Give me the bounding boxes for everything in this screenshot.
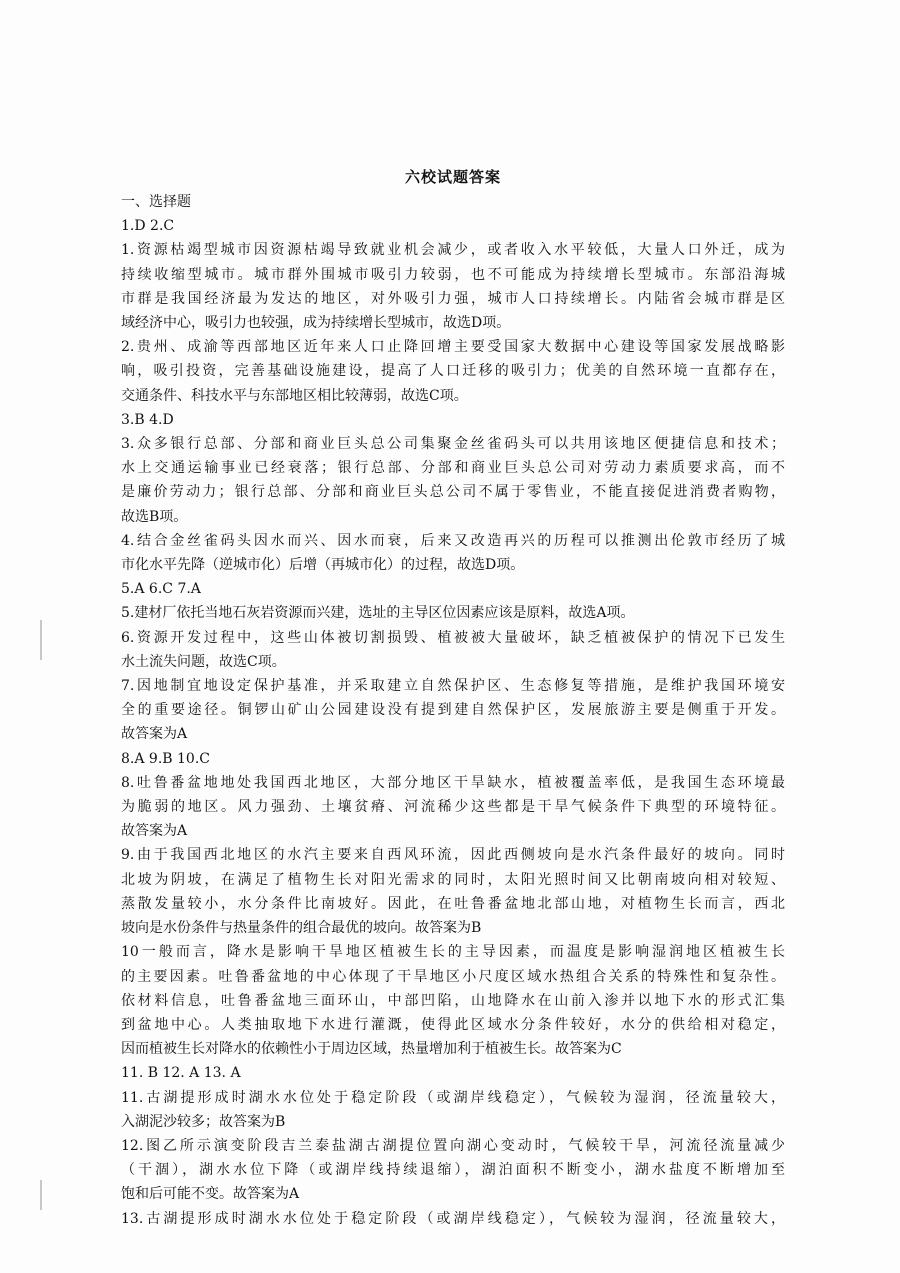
answer-line: 响，吸引投资，完善基础设施建设，提高了人口迁移的吸引力；优美的自然环境一直都存在， [121,363,785,380]
answer-line: 交通条件、科技水平与东部地区相比较薄弱，故选C项。 [121,387,468,404]
answer-line: 坡向是水份条件与热量条件的组合最优的坡向。故答案为B [121,920,482,937]
answer-line: 9.由于我国西北地区的水汽主要来自西风环流，因此西侧坡向是水汽条件最好的坡向。同时 [121,847,785,864]
answer-line: 11.古湖提形成时湖水水位处于稳定阶段（或湖岸线稳定），气候较为湿润，径流量较大， [121,1089,785,1106]
answer-line: 13.古湖提形成时湖水水位处于稳定阶段（或湖岸线稳定），气候较为湿润，径流量较大， [121,1210,785,1227]
answer-line: 水上交通运输事业已经衰落；银行总部、分部和商业巨头总公司对劳动力素质要求高，而不 [121,460,785,477]
answer-line: 全的重要途径。铜锣山矿山公园建设没有提到建自然保护区，发展旅游主要是侧重于开发。 [121,702,785,719]
answer-line: 11. B 12. A 13. A [121,1065,241,1082]
answer-line: 入湖泥沙较多；故答案为B [121,1113,286,1130]
answer-line: 1.资源枯竭型城市因资源枯竭导致就业机会减少，或者收入水平较低，大量人口外迁，成为 [121,242,785,259]
answer-line: 蒸散发量较小，水分条件比南坡好。因此，在吐鲁番盆地北部山地，对植物生长而言，西北 [121,895,785,912]
answer-line: 5.A 6.C 7.A [121,581,201,598]
answer-line: 域经济中心，吸引力也较强，成为持续增长型城市，故选D项。 [121,315,511,332]
answer-line: 2.贵州、成渝等西部地区近年来人口止降回增主要受国家大数据中心建设等国家发展战略影 [121,339,785,356]
answer-line: 8.A 9.B 10.C [121,750,210,767]
answer-line: 市群是我国经济最为发达的地区，对外吸引力强，城市人口持续增长。内陆省会城市群是区 [121,290,785,307]
answer-line: 到盆地中心。人类抽取地下水进行灌溉，使得此区域水分条件较好，水分的供给相对稳定， [121,1016,785,1033]
answer-text-block [121,214,785,1231]
answer-line: 北坡为阴坡，在满足了植物生长对阳光需求的同时，太阳光照时间又比朝南坡向相对较短、 [121,871,785,888]
answer-line: 6.资源开发过程中，这些山体被切割损毁、植被被大量破坏，缺乏植被保护的情况下已发生 [121,629,785,646]
answer-line: 持续收缩型城市。城市群外围城市吸引力较弱，也不可能成为持续增长型城市。东部沿海城 [121,266,785,283]
answer-line: 饱和后可能不变。故答案为A [121,1186,300,1203]
document-title: 六校试题答案 [404,168,501,186]
answer-line: 故答案为A [121,823,188,840]
answer-line: 因而植被生长对降水的依赖性小于周边区域，热量增加利于植被生长。故答案为C [121,1041,622,1058]
answer-line: 故选B项。 [121,508,188,525]
answer-line: （干涸），湖水水位下降（或湖岸线持续退缩），湖泊面积不断变小，湖水盐度不断增加至 [121,1162,785,1179]
answer-line: 10一般而言，降水是影响干旱地区植被生长的主导因素，而温度是影响湿润地区植被生长 [121,944,785,961]
answer-line: 5.建材厂依托当地石灰岩资源而兴建，选址的主导区位因素应该是原料，故选A项。 [121,605,635,622]
answer-line: 12.图乙所示演变阶段吉兰泰盐湖古湖提位置向湖心变动时，气候较干旱，河流径流量减少 [121,1137,785,1154]
answer-line: 1.D 2.C [121,218,175,235]
answer-line: 3.众多银行总部、分部和商业巨头总公司集聚金丝雀码头可以共用该地区便捷信息和技术； [121,436,785,453]
answer-line: 4.结合金丝雀码头因水而兴、因水而衰，后来又改造再兴的历程可以推测出伦敦市经历了城 [121,532,785,549]
answer-line: 市化水平先降（逆城市化）后增（再城市化）的过程，故选D项。 [121,557,525,574]
answer-line: 为脆弱的地区。风力强劲、土壤贫瘠、河流稀少这些都是干旱气候条件下典型的环境特征。 [121,799,785,816]
scan-edge-mark [40,620,42,660]
answer-line: 的主要因素。吐鲁番盆地的中心体现了干旱地区小尺度区域水热组合关系的特殊性和复杂性。 [121,968,785,985]
document-content [121,164,785,1231]
answer-line: 水土流失问题，故选C项。 [121,653,286,670]
answer-line: 7.因地制宜地设定保护基准，并采取建立自然保护区、生态修复等措施，是维护我国环境安 [121,678,785,695]
answer-line: 故答案为A [121,726,188,743]
answer-line: 3.B 4.D [121,411,174,428]
answer-line: 是廉价劳动力；银行总部、分部和商业巨头总公司不属于零售业，不能直接促进消费者购物， [121,484,785,501]
scan-edge-mark [40,1180,42,1210]
answer-line: 依材料信息，吐鲁番盆地三面环山，中部凹陷，山地降水在山前入渗并以地下水的形式汇集 [121,992,785,1009]
answer-line: 8.吐鲁番盆地地处我国西北地区，大部分地区干旱缺水，植被覆盖率低，是我国生态环境最 [121,774,785,791]
section-heading: 一、选择题 [121,194,191,210]
